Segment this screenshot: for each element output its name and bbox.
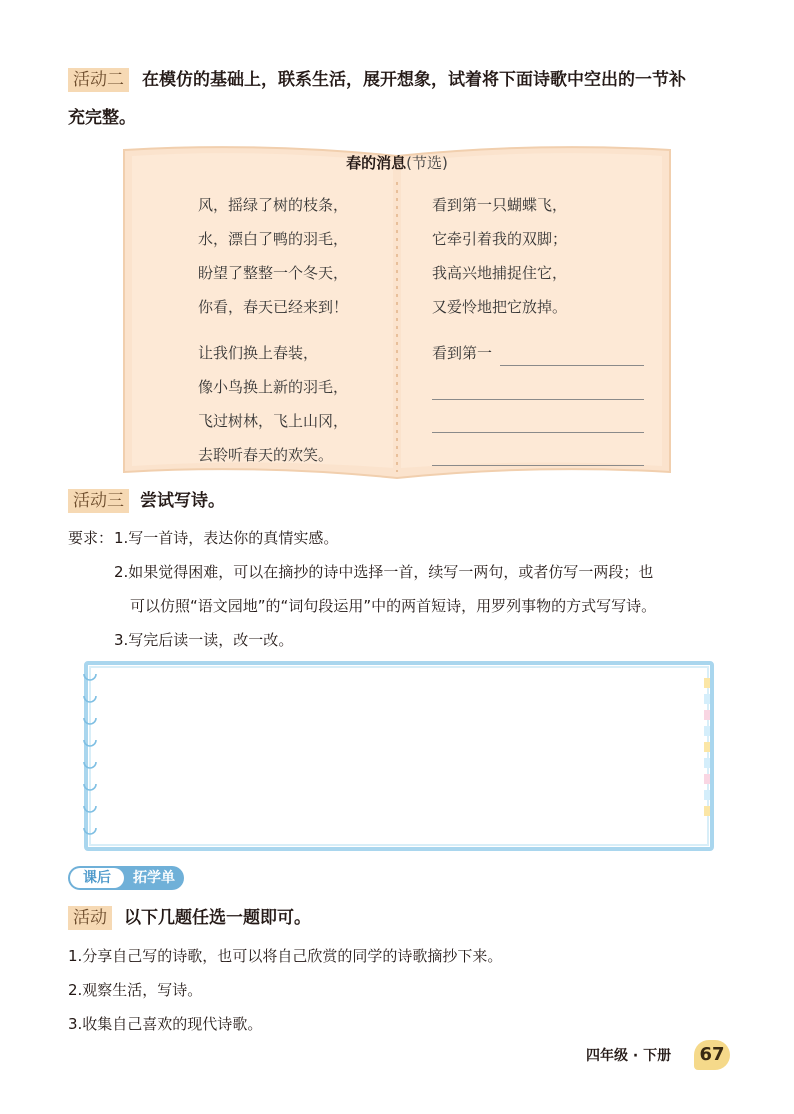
after-class-activity-tag: 活动 <box>68 906 112 930</box>
poem-title-note: (节选) <box>406 154 448 172</box>
poem-right-prompt: 看到第一 <box>432 344 493 362</box>
poem-line: 让我们换上春装， <box>198 344 319 362</box>
badge-left-label: 课后 <box>70 868 124 888</box>
poem-line: 又爱怜地把它放掉。 <box>432 298 568 316</box>
footer-grade: 四年级 · 下册 <box>586 1048 672 1064</box>
poem-left-stanza-1 <box>198 188 348 324</box>
after-class-badge <box>68 866 184 890</box>
activity2-tag: 活动二 <box>68 68 129 92</box>
poem-line: 去聆听春天的欢笑。 <box>198 446 334 464</box>
poem-line: 看到第一只蝴蝶飞， <box>432 196 568 214</box>
activity3-title: 尝试写诗。 <box>140 491 225 511</box>
requirement-3: 3.写完后读一读，改一改。 <box>114 631 294 649</box>
after-class-item-3: 3.收集自己喜欢的现代诗歌。 <box>68 1015 263 1033</box>
poem-right-stanza-1 <box>432 188 567 324</box>
badge-right-label: 拓学单 <box>133 870 175 886</box>
after-class-activity-title: 以下几题任选一题即可。 <box>124 908 311 928</box>
poem-line: 像小鸟换上新的羽毛， <box>198 378 349 396</box>
notebook-writing-area[interactable] <box>76 660 716 852</box>
poem-line: 水，漂白了鸭的羽毛， <box>198 230 349 248</box>
poem-line: 它牵引着我的双脚； <box>432 230 568 248</box>
activity2-instruction-line1: 在模仿的基础上，联系生活，展开想象，试着将下面诗歌中空出的一节补 <box>142 70 686 90</box>
requirement-2-line2: 可以仿照“语文园地”的“词句段运用”中的两首短诗，用罗列事物的方式写写诗。 <box>130 597 657 615</box>
answer-blank-line-4[interactable] <box>432 465 644 466</box>
poem-title: 春的消息 <box>346 154 407 172</box>
page-number: 67 <box>694 1040 730 1070</box>
after-class-item-2: 2.观察生活，写诗。 <box>68 981 203 999</box>
activity2-instruction-line2: 充完整。 <box>68 108 136 128</box>
poem-title-block <box>118 152 676 174</box>
poem-line: 风，摇绿了树的枝条， <box>198 196 349 214</box>
answer-blank-line-3[interactable] <box>432 432 644 433</box>
poem-line: 你看，春天已经来到！ <box>198 298 349 316</box>
requirement-1: 1.写一首诗，表达你的真情实感。 <box>114 529 339 547</box>
after-class-item-1: 1.分享自己写的诗歌，也可以将自己欣赏的同学的诗歌摘抄下来。 <box>68 947 503 965</box>
poem-left-stanza-2 <box>198 336 348 472</box>
poem-line: 飞过树林，飞上山冈， <box>198 412 349 430</box>
requirement-2-line1: 2.如果觉得困难，可以在摘抄的诗中选择一首，续写一两句，或者仿写一两段；也 <box>114 563 654 581</box>
answer-blank-line-2[interactable] <box>432 399 644 400</box>
requirement-label: 要求： <box>68 529 114 547</box>
poem-line: 盼望了整整一个冬天， <box>198 264 349 282</box>
activity3-tag: 活动三 <box>68 489 129 513</box>
answer-blank-line-1[interactable] <box>500 365 644 366</box>
poem-line: 我高兴地捕捉住它， <box>432 264 568 282</box>
